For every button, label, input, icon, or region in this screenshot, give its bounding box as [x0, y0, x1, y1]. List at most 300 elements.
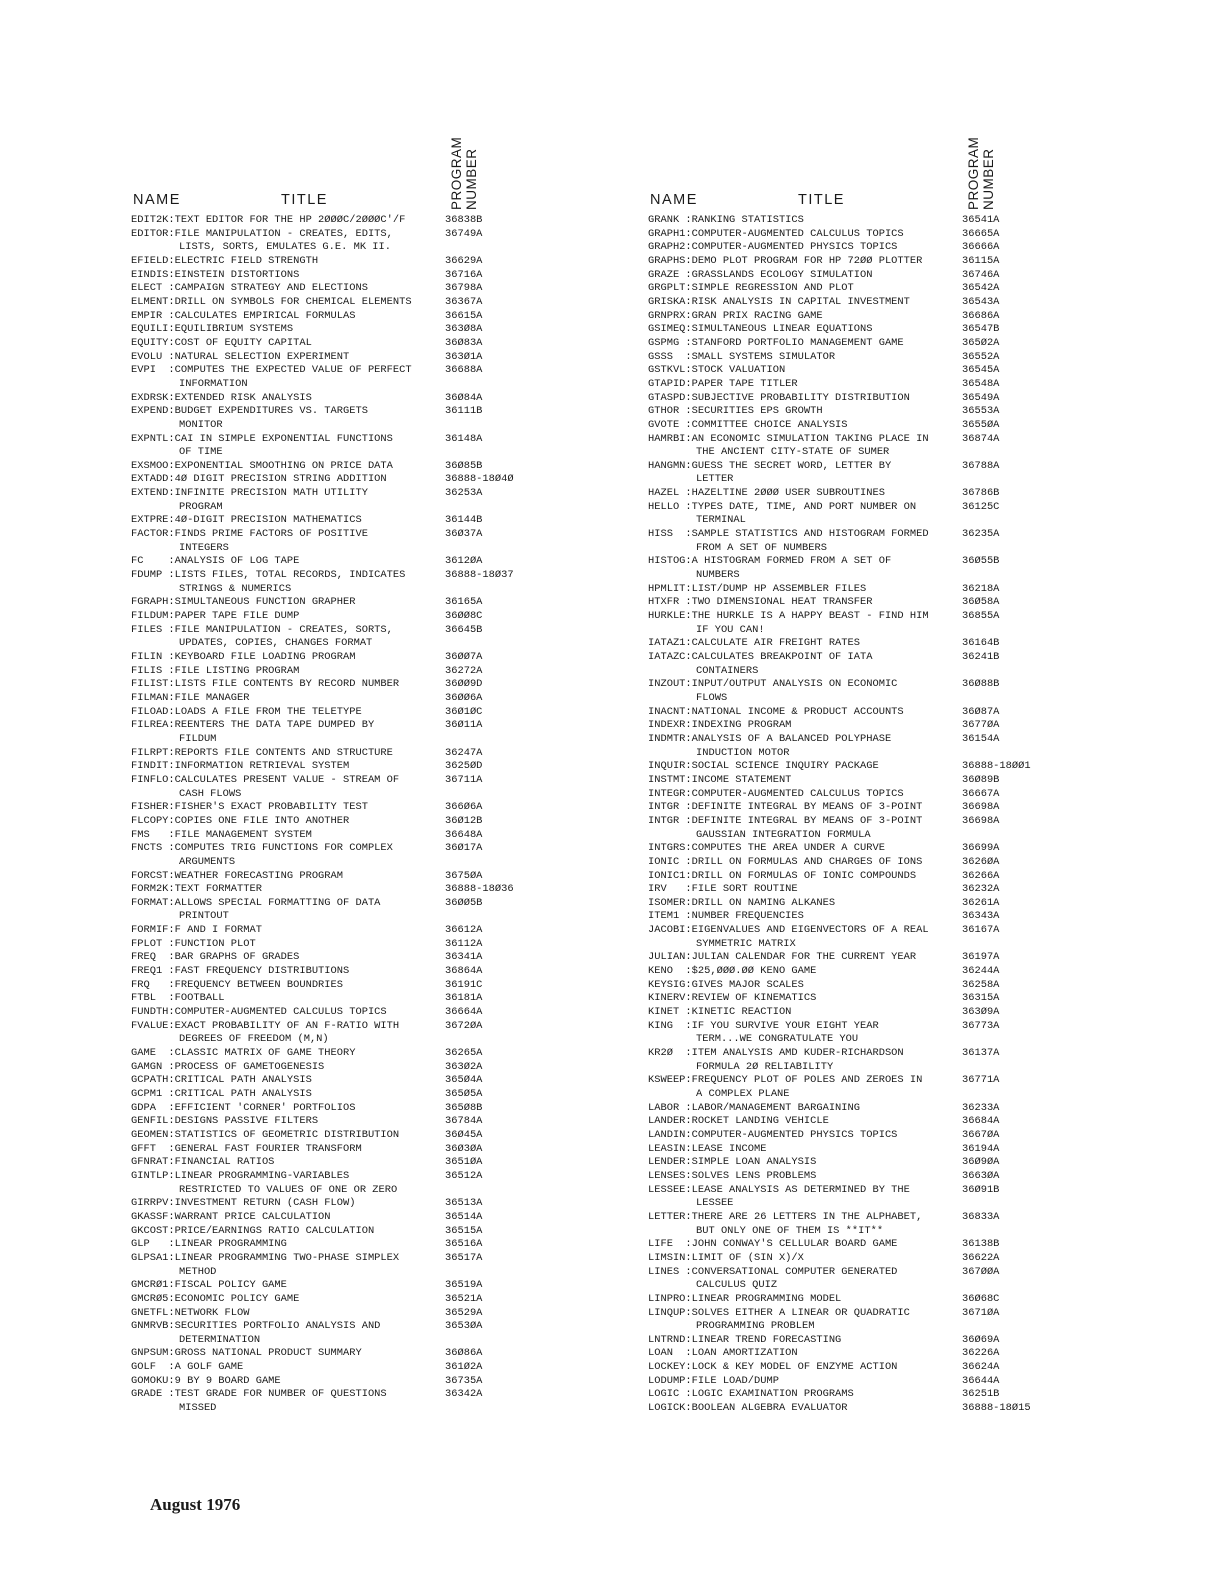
program-title-continuation: OF TIME	[179, 446, 223, 459]
program-name-title: FILREA:REENTERS THE DATA TAPE DUMPED BY	[131, 719, 375, 732]
program-number: 3677ØA	[962, 719, 1000, 732]
program-name-title: IATAZC:CALCULATES BREAKPOINT OF IATA	[648, 651, 873, 663]
program-entry	[648, 951, 1000, 965]
program-name-title: ELMENT:DRILL ON SYMBOLS FOR CHEMICAL ELEMENTS	[131, 295, 412, 308]
program-entry	[648, 773, 1000, 788]
program-number: 36786B	[962, 487, 1000, 500]
program-number: 36Ø69A	[962, 1333, 1000, 1346]
program-number: 36888-18Ø36	[445, 883, 514, 896]
program-name-title: FMS :FILE MANAGEMENT SYSTEM	[131, 828, 312, 841]
program-entry	[648, 1169, 1000, 1184]
program-entry	[131, 1074, 483, 1088]
program-number: 36251B	[962, 1388, 1000, 1401]
program-number: 36553A	[962, 405, 1000, 418]
program-entry	[131, 1210, 483, 1225]
program-name-title: EXDRSK:EXTENDED RISK ANALYSIS	[131, 391, 312, 404]
program-title-continuation: IF YOU CAN!	[696, 623, 765, 636]
program-entry	[648, 1347, 1000, 1361]
program-number: 36749A	[445, 227, 483, 240]
program-name-title: EXTPRE:4Ø-DIGIT PRECISION MATHEMATICS	[131, 514, 362, 527]
program-name-title: GVOTE :COMMITTEE CHOICE ANALYSIS	[648, 418, 848, 431]
program-number: 3671ØA	[962, 1306, 1000, 1319]
program-entry	[648, 268, 1000, 283]
program-name-title: INZOUT:INPUT/OUTPUT ANALYSIS ON ECONOMIC	[648, 678, 898, 691]
program-number: 36699A	[962, 842, 1000, 855]
program-name-title: LANDIN:COMPUTER-AUGMENTED PHYSICS TOPICS	[648, 1128, 898, 1141]
program-number: 36266A	[962, 869, 1000, 882]
program-name-title: LODUMP:FILE LOAD/DUMP	[648, 1374, 779, 1387]
program-title-continuation: INFORMATION	[179, 377, 248, 390]
program-number: 36197A	[962, 951, 1000, 964]
program-entry	[131, 883, 514, 897]
program-entry	[648, 500, 1000, 528]
program-name-title: GLPSA1:LINEAR PROGRAMMING TWO-PHASE SIMPLEX	[131, 1251, 400, 1264]
program-entry	[648, 910, 1000, 924]
program-name-title: IONIC :DRILL ON FORMULAS AND CHARGES OF IONS	[648, 855, 923, 868]
program-entry	[648, 705, 1000, 720]
program-name-title: EDITOR:FILE MANIPULATION - CREATES, EDITS,	[131, 227, 393, 240]
program-name-title: GCPATH:CRITICAL PATH ANALYSIS	[131, 1074, 312, 1087]
program-name-title: LINPRO:LINEAR PROGRAMMING MODEL	[648, 1292, 842, 1305]
program-name-title: GRAPH2:COMPUTER-AUGMENTED PHYSICS TOPICS	[648, 241, 898, 254]
program-number: 36784A	[445, 1115, 483, 1128]
program-name-title: LENSES:SOLVES LENS PROBLEMS	[648, 1169, 817, 1182]
program-name-title: HTXFR :TWO DIMENSIONAL HEAT TRANSFER	[648, 596, 873, 609]
program-entry	[648, 1183, 1000, 1211]
program-number: 36547B	[962, 323, 1000, 336]
program-number: 36115A	[962, 254, 1000, 267]
program-entry	[648, 596, 1000, 610]
program-entry	[648, 582, 1000, 597]
program-number: 36148A	[445, 432, 483, 445]
program-entry	[648, 405, 1000, 419]
program-title-continuation: TERMINAL	[696, 514, 746, 527]
program-name-title: FORM2K:TEXT FORMATTER	[131, 883, 262, 896]
program-name-title: FILMAN:FILE MANAGER	[131, 691, 250, 704]
program-name-title: LNTRND:LINEAR TREND FORECASTING	[648, 1333, 842, 1346]
program-number: 36ØØ8C	[445, 610, 483, 623]
program-name-title: GRNPRX:GRAN PRIX RACING GAME	[648, 309, 823, 322]
program-name-title: INDEXR:INDEXING PROGRAM	[648, 719, 792, 732]
program-number: 36664A	[445, 1006, 483, 1019]
program-entry	[131, 924, 483, 938]
program-number: 36629A	[445, 254, 483, 267]
program-title-continuation: TERM...WE CONGRATULATE YOU	[696, 1033, 859, 1046]
program-name-title: FPLOT :FUNCTION PLOT	[131, 937, 256, 950]
program-number: 36552A	[962, 350, 1000, 363]
program-title-continuation: FROM A SET OF NUMBERS	[696, 541, 827, 554]
program-title-continuation: FLOWS	[696, 691, 728, 704]
program-name-title: LIMSIN:LIMIT OF (SIN X)/X	[648, 1251, 804, 1264]
program-number: 36Ø37A	[445, 528, 483, 541]
program-name-title: KENO :$25,ØØØ.ØØ KENO GAME	[648, 965, 817, 978]
program-number: 36343A	[962, 910, 1000, 923]
program-title-continuation: NUMBERS	[696, 569, 740, 582]
program-entry	[131, 1238, 483, 1252]
program-number: 36244A	[962, 965, 1000, 978]
program-name-title: GFFT :GENERAL FAST FOURIER TRANSFORM	[131, 1142, 362, 1155]
program-number: 36514A	[445, 1210, 483, 1223]
program-number: 36165A	[445, 596, 483, 609]
program-name-title: EINDIS:EINSTEIN DISTORTIONS	[131, 268, 300, 281]
program-number: 36Ø45A	[445, 1128, 483, 1141]
program-name-title: FTBL :FOOTBALL	[131, 992, 225, 1005]
program-entry	[648, 1006, 1000, 1020]
program-name-title: FUNDTH:COMPUTER-AUGMENTED CALCULUS TOPICS	[131, 1006, 387, 1019]
program-number: 36367A	[445, 295, 483, 308]
program-name-title: EQUILI:EQUILIBRIUM SYSTEMS	[131, 323, 294, 336]
program-title-continuation: THE ANCIENT CITY-STATE OF SUMER	[696, 446, 890, 459]
program-entry	[131, 869, 483, 884]
program-entry	[648, 1388, 1000, 1402]
program-name-title: LESSEE:LEASE ANALYSIS AS DETERMINED BY THE	[648, 1183, 910, 1196]
program-number: 36ØØ5B	[445, 896, 483, 909]
program-number: 367ØØA	[962, 1265, 1000, 1278]
program-title-continuation: FILDUM	[179, 732, 217, 745]
program-number: 36645B	[445, 623, 483, 636]
program-number: 36838B	[445, 214, 483, 226]
program-entry	[131, 801, 483, 815]
program-title-continuation: RESTRICTED TO VALUES OF ONE OR ZERO	[179, 1183, 398, 1196]
program-number: 36519A	[445, 1279, 483, 1292]
program-entry	[648, 1292, 1000, 1307]
program-entry	[648, 227, 1000, 242]
program-title-continuation: ARGUMENTS	[179, 855, 236, 868]
program-entry	[648, 1074, 1000, 1101]
program-entry	[648, 1238, 1000, 1252]
program-entry	[131, 1279, 483, 1293]
program-entry	[131, 391, 483, 406]
program-number: 36167A	[962, 924, 1000, 937]
program-number: 36788A	[962, 459, 1000, 472]
program-name-title: LOCKEY:LOCK & KEY MODEL OF ENZYME ACTION	[648, 1361, 898, 1374]
program-number: 36888-18Ø15	[962, 1402, 1031, 1415]
program-name-title: GRADE :TEST GRADE FOR NUMBER OF QUESTIONS	[131, 1388, 387, 1401]
program-name-title: GDPA :EFFICIENT 'CORNER' PORTFOLIOS	[131, 1101, 356, 1114]
program-number: 3663ØA	[962, 1169, 1000, 1182]
program-number: 3667ØA	[962, 1128, 1000, 1141]
program-name-title: HPMLIT:LIST/DUMP HP ASSEMBLER FILES	[648, 582, 867, 595]
program-name-title: LENDER:SIMPLE LOAN ANALYSIS	[648, 1156, 817, 1169]
program-number: 36Ø85B	[445, 459, 483, 472]
program-number-heading: PROGRAM NUMBER	[966, 136, 996, 210]
program-name-title: FGRAPH:SIMULTANEOUS FUNCTION GRAPHER	[131, 596, 356, 609]
program-name-title: GOMOKU:9 BY 9 BOARD GAME	[131, 1374, 281, 1387]
program-number: 36716A	[445, 268, 483, 281]
title-heading: TITLE	[798, 192, 845, 208]
program-entry	[131, 1169, 483, 1197]
program-entry	[131, 1101, 483, 1116]
program-entry	[648, 1306, 1000, 1334]
program-number: 36235A	[962, 528, 1000, 541]
program-entry	[131, 323, 483, 337]
program-number: 36735A	[445, 1374, 483, 1387]
program-name-title: LETTER:THERE ARE 26 LETTERS IN THE ALPHABET,	[648, 1210, 923, 1223]
program-name-title: LABOR :LABOR/MANAGEMENT BARGAINING	[648, 1101, 861, 1114]
program-entry	[648, 924, 1000, 951]
program-name-title: GSIMEQ:SIMULTANEOUS LINEAR EQUATIONS	[648, 323, 873, 336]
program-number: 36888-18Ø37	[445, 569, 514, 582]
program-number: 36232A	[962, 883, 1000, 896]
program-name-title: KEYSIG:GIVES MAJOR SCALES	[648, 978, 804, 991]
program-name-title: GMCRØ1:FISCAL POLICY GAME	[131, 1279, 287, 1292]
program-entry	[131, 350, 483, 365]
program-name-title: KINET :KINETIC REACTION	[648, 1006, 792, 1019]
program-name-title: FLCOPY:COPIES ONE FILE INTO ANOTHER	[131, 814, 350, 827]
program-number: 3625ØD	[445, 760, 483, 773]
program-name-title: FORCST:WEATHER FORECASTING PROGRAM	[131, 869, 344, 882]
program-name-title: HURKLE:THE HURKLE IS A HAPPY BEAST - FIND HIM	[648, 610, 929, 623]
program-entry	[131, 309, 483, 324]
program-name-title: FINFLO:CALCULATES PRESENT VALUE - STREAM OF	[131, 773, 400, 786]
program-number: 36746A	[962, 268, 1000, 281]
program-number: 36Ø9ØA	[962, 1156, 1000, 1169]
program-name-title: GLP :LINEAR PROGRAMMING	[131, 1238, 287, 1251]
program-number: 36Ø3ØA	[445, 1142, 483, 1155]
program-name-title: KR2Ø :ITEM ANALYSIS AMD KUDER-RICHARDSON	[648, 1047, 904, 1060]
program-number: 36Ø55B	[962, 555, 1000, 568]
program-title-continuation: FORMULA 2Ø RELIABILITY	[696, 1060, 834, 1073]
program-number: 3675ØA	[445, 869, 483, 882]
program-entry	[131, 773, 483, 801]
program-number: 36513A	[445, 1197, 483, 1210]
name-heading: NAME	[133, 192, 181, 208]
program-name-title: HISS :SAMPLE STATISTICS AND HISTOGRAM FORMED	[648, 528, 929, 541]
program-number: 36218A	[962, 582, 1000, 595]
program-number: 36111B	[445, 405, 483, 418]
program-name-title: GSPMG :STANFORD PORTFOLIO MANAGEMENT GAME	[648, 336, 904, 349]
program-entry	[131, 760, 483, 774]
program-name-title: FILIS :FILE LISTING PROGRAM	[131, 664, 300, 677]
program-name-title: GNPSUM:GROSS NATIONAL PRODUCT SUMMARY	[131, 1347, 362, 1360]
program-title-continuation: INTEGERS	[179, 541, 229, 554]
program-name-title: GRGPLT:SIMPLE REGRESSION AND PLOT	[648, 282, 854, 295]
program-name-title: JULIAN:JULIAN CALENDAR FOR THE CURRENT YEAR	[648, 951, 917, 964]
program-entry	[648, 978, 1000, 993]
program-name-title: FORMIF:F AND I FORMAT	[131, 924, 262, 937]
program-entry	[648, 282, 1000, 296]
program-name-title: GFNRAT:FINANCIAL RATIOS	[131, 1156, 275, 1169]
program-entry	[131, 432, 483, 460]
program-name-title: INTGR :DEFINITE INTEGRAL BY MEANS OF 3-POINT	[648, 814, 923, 827]
program-entry	[131, 1251, 483, 1279]
program-name-title: EXPNTL:CAI IN SIMPLE EXPONENTIAL FUNCTIONS	[131, 432, 393, 445]
program-name-title: GMCRØ5:ECONOMIC POLICY GAME	[131, 1292, 300, 1305]
program-name-title: FRQ :FREQUENCY BETWEEN BOUNDRIES	[131, 978, 344, 991]
program-entry	[648, 377, 1000, 392]
program-entry	[648, 814, 1000, 842]
program-number: 36Ø68C	[962, 1292, 1000, 1305]
program-number: 36164B	[962, 637, 1000, 650]
program-number: 3653ØA	[445, 1320, 483, 1333]
program-name-title: HAZEL :HAZELTINE 2ØØØ USER SUBROUTINES	[648, 487, 885, 500]
program-name-title: INQUIR:SOCIAL SCIENCE INQUIRY PACKAGE	[648, 760, 879, 773]
name-heading: NAME	[650, 192, 698, 208]
program-name-title: GNMRVB:SECURITIES PORTFOLIO ANALYSIS AND	[131, 1320, 381, 1333]
program-name-title: LINES :CONVERSATIONAL COMPUTER GENERATED	[648, 1265, 898, 1278]
program-entry	[648, 1361, 1000, 1375]
program-name-title: GTHOR :SECURITIES EPS GROWTH	[648, 405, 823, 418]
program-number: 36Ø84A	[445, 391, 483, 404]
program-name-title: INDMTR:ANALYSIS OF A BALANCED POLYPHASE	[648, 732, 892, 745]
program-number: 36191C	[445, 978, 483, 991]
program-number: 36Ø11A	[445, 719, 483, 732]
program-number: 36ØØ9D	[445, 678, 483, 691]
program-name-title: GAME :CLASSIC MATRIX OF GAME THEORY	[131, 1047, 356, 1060]
program-number: 365Ø2A	[962, 336, 1000, 349]
right-column	[648, 118, 1031, 1416]
program-entry	[648, 760, 1031, 774]
program-name-title: FILIN :KEYBOARD FILE LOADING PROGRAM	[131, 651, 356, 663]
program-entry	[131, 746, 483, 761]
left-column	[131, 118, 514, 1416]
program-title-continuation: A COMPLEX PLANE	[696, 1088, 790, 1100]
program-entry	[648, 896, 1000, 911]
program-entry	[648, 391, 1000, 406]
program-entry	[648, 883, 1000, 897]
program-entry	[131, 268, 483, 283]
column-header	[131, 118, 479, 214]
program-number: 36516A	[445, 1238, 483, 1251]
program-entry	[648, 1402, 1031, 1416]
program-name-title: HANGMN:GUESS THE SECRET WORD, LETTER BY	[648, 459, 892, 472]
program-entry	[131, 623, 483, 651]
program-title-continuation: DETERMINATION	[179, 1333, 261, 1346]
program-number: 36Ø91B	[962, 1183, 1000, 1196]
program-name-title: INACNT:NATIONAL INCOME & PRODUCT ACCOUNTS	[648, 705, 904, 718]
program-name-title: GEOMEN:STATISTICS OF GEOMETRIC DISTRIBUTION	[131, 1128, 400, 1141]
program-entry	[648, 842, 1000, 856]
program-entry	[131, 473, 514, 487]
program-number: 36624A	[962, 1361, 1000, 1374]
program-name-title: LOAN :LOAN AMORTIZATION	[648, 1347, 798, 1360]
program-number: 36194A	[962, 1142, 1000, 1155]
program-entry	[131, 842, 483, 869]
program-entry	[648, 1265, 1000, 1293]
program-entry	[648, 432, 1000, 460]
program-number: 361Ø2A	[445, 1361, 483, 1374]
program-name-title: FILIST:LISTS FILE CONTENTS BY RECORD NUMBER	[131, 678, 400, 691]
program-entry	[648, 323, 1000, 337]
program-number: 36833A	[962, 1210, 1000, 1223]
program-number: 36612A	[445, 924, 483, 937]
program-entry	[648, 637, 1000, 651]
program-entry	[648, 1333, 1000, 1348]
program-number: 36548A	[962, 377, 1000, 390]
program-number: 36137A	[962, 1047, 1000, 1060]
program-number: 36698A	[962, 801, 1000, 814]
program-entry	[648, 678, 1000, 705]
program-entry	[648, 350, 1000, 365]
program-number: 36342A	[445, 1388, 483, 1401]
program-name-title: LINQUP:SOLVES EITHER A LINEAR OR QUADRATIC	[648, 1306, 910, 1319]
program-title-continuation: LESSEE	[696, 1197, 734, 1210]
program-name-title: ITEM1 :NUMBER FREQUENCIES	[648, 910, 804, 923]
program-list	[648, 214, 1031, 1416]
program-name-title: GRISKA:RISK ANALYSIS IN CAPITAL INVESTMENT	[648, 295, 910, 308]
program-name-title: INTGRS:COMPUTES THE AREA UNDER A CURVE	[648, 842, 885, 855]
program-entry	[131, 664, 483, 679]
program-number: 36ØØ6A	[445, 691, 483, 704]
program-entry	[648, 1101, 1000, 1116]
program-name-title: FILES :FILE MANIPULATION - CREATES, SORTS,	[131, 623, 393, 636]
program-name-title: HAMRBI:AN ECONOMIC SIMULATION TAKING PLACE IN	[648, 432, 929, 445]
program-number: 36154A	[962, 732, 1000, 745]
program-number: 3655ØA	[962, 418, 1000, 431]
program-name-title: FINDIT:INFORMATION RETRIEVAL SYSTEM	[131, 760, 350, 773]
program-name-title: EFIELD:ELECTRIC FIELD STRENGTH	[131, 254, 319, 267]
program-number: 36615A	[445, 309, 483, 322]
program-entry	[131, 336, 483, 351]
program-number: 36686A	[962, 309, 1000, 322]
program-name-title: FREQ :BAR GRAPHS OF GRADES	[131, 951, 300, 964]
program-entry	[648, 295, 1000, 310]
program-name-title: EXSMOO:EXPONENTIAL SMOOTHING ON PRICE DATA	[131, 459, 393, 472]
program-entry	[131, 1156, 483, 1170]
program-entry	[131, 705, 483, 720]
program-name-title: EXTADD:4Ø DIGIT PRECISION STRING ADDITION	[131, 473, 387, 486]
program-entry	[648, 336, 1000, 351]
program-name-title: GRANK :RANKING STATISTICS	[648, 214, 804, 226]
program-entry	[131, 459, 483, 474]
program-entry	[648, 555, 1000, 582]
program-entry	[131, 719, 483, 746]
program-entry	[131, 651, 483, 665]
program-entry	[648, 528, 1000, 555]
program-name-title: GSTKVL:STOCK VALUATION	[648, 364, 786, 377]
program-name-title: ISOMER:DRILL ON NAMING ALKANES	[648, 896, 836, 909]
program-name-title: EVPI :COMPUTES THE EXPECTED VALUE OF PERFECT	[131, 364, 412, 377]
program-name-title: INTEGR:COMPUTER-AUGMENTED CALCULUS TOPICS	[648, 787, 904, 800]
program-entry	[648, 309, 1000, 324]
program-number: 366Ø6A	[445, 801, 483, 814]
program-name-title: GTAPID:PAPER TAPE TITLER	[648, 377, 798, 390]
program-number: 36241B	[962, 651, 1000, 663]
program-entry	[131, 965, 483, 979]
program-entry	[648, 1142, 1000, 1157]
program-entry	[648, 1374, 1000, 1389]
program-number: 36315A	[962, 992, 1000, 1005]
program-number: 363Ø9A	[962, 1006, 1000, 1019]
program-number: 36648A	[445, 828, 483, 841]
program-title-continuation: MISSED	[179, 1402, 217, 1415]
program-name-title: LOGIC :LOGIC EXAMINATION PROGRAMS	[648, 1388, 854, 1401]
program-entry	[131, 1361, 483, 1375]
program-title-continuation: MONITOR	[179, 418, 223, 431]
program-number: 36545A	[962, 364, 1000, 377]
program-name-title: KING :IF YOU SURVIVE YOUR EIGHT YEAR	[648, 1019, 879, 1032]
program-name-title: LEASIN:LEASE INCOME	[648, 1142, 767, 1155]
program-name-title: GNETFL:NETWORK FLOW	[131, 1306, 250, 1319]
program-name-title: LIFE :JOHN CONWAY'S CELLULAR BOARD GAME	[648, 1238, 898, 1251]
program-number: 36688A	[445, 364, 483, 377]
program-name-title: GTASPD:SUBJECTIVE PROBABILITY DISTRIBUTION	[648, 391, 910, 404]
program-number: 36341A	[445, 951, 483, 964]
program-entry	[131, 678, 483, 692]
program-number: 36541A	[962, 214, 1000, 226]
program-entry	[131, 1047, 483, 1061]
program-name-title: FDUMP :LISTS FILES, TOTAL RECORDS, INDICATES	[131, 569, 406, 582]
program-name-title: INTGR :DEFINITE INTEGRAL BY MEANS OF 3-POINT	[648, 801, 923, 814]
program-number: 36666A	[962, 241, 1000, 254]
program-entry	[648, 1128, 1000, 1143]
program-name-title: FILRPT:REPORTS FILE CONTENTS AND STRUCTURE	[131, 746, 393, 759]
program-name-title: LOGICK:BOOLEAN ALGEBRA EVALUATOR	[648, 1402, 848, 1415]
program-name-title: IATAZ1:CALCULATE AIR FREIGHT RATES	[648, 637, 861, 650]
program-entry	[131, 1388, 483, 1415]
program-number: 36112A	[445, 937, 483, 950]
program-entry	[131, 528, 483, 555]
